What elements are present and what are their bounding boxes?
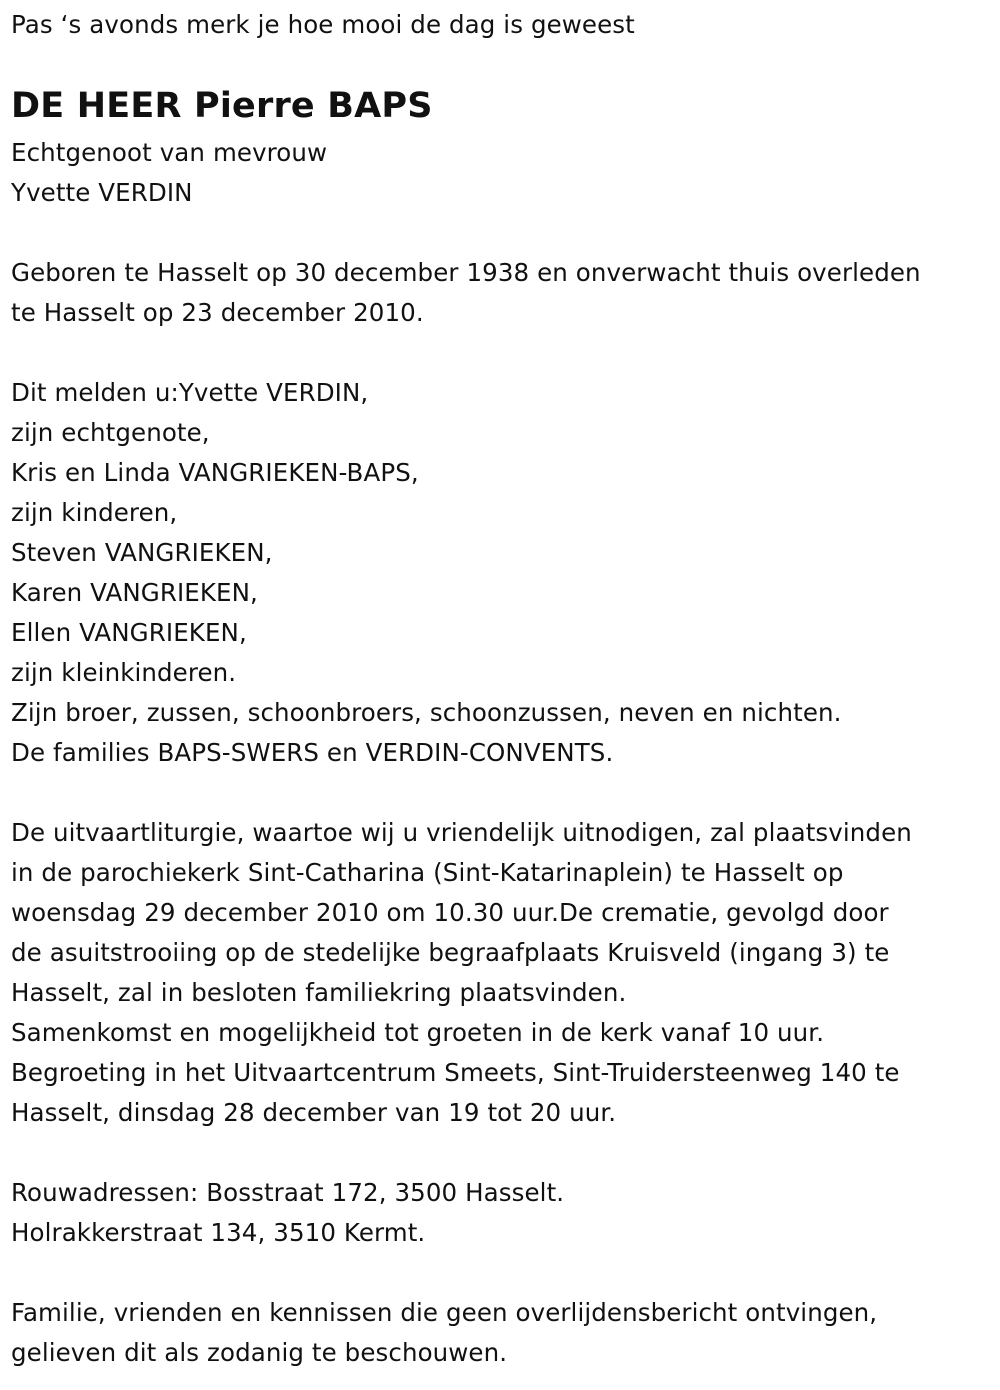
funeral-line: Hasselt, dinsdag 28 december van 19 tot 20 uur. bbox=[11, 1098, 617, 1127]
announced-by-section bbox=[11, 373, 842, 773]
announced-by-line: Kris en Linda VANGRIEKEN-BAPS, bbox=[11, 458, 419, 487]
funeral-section bbox=[11, 813, 912, 1133]
funeral-line: woensdag 29 december 2010 om 10.30 uur.De crematie, gevolgd door bbox=[11, 898, 889, 927]
funeral-line: Begroeting in het Uitvaartcentrum Smeets, Sint-Truidersteenweg 140 te bbox=[11, 1058, 900, 1087]
announced-by-line: zijn echtgenote, bbox=[11, 418, 210, 447]
closing-line: gelieven dit als zodanig te beschouwen. bbox=[11, 1338, 508, 1367]
announced-by-line: Ellen VANGRIEKEN, bbox=[11, 618, 247, 647]
spouse-line: Echtgenoot van mevrouw bbox=[11, 138, 328, 167]
birth-death-section bbox=[11, 253, 921, 333]
announced-by-line: Dit melden u:Yvette VERDIN, bbox=[11, 378, 369, 407]
announced-by-line: zijn kinderen, bbox=[11, 498, 178, 527]
announced-by-line: Steven VANGRIEKEN, bbox=[11, 538, 273, 567]
address-line: Rouwadressen: Bosstraat 172, 3500 Hasselt. bbox=[11, 1178, 565, 1207]
birth-death-line: te Hasselt op 23 december 2010. bbox=[11, 298, 424, 327]
announced-by-line: Karen VANGRIEKEN, bbox=[11, 578, 258, 607]
funeral-line: De uitvaartliturgie, waartoe wij u vriendelijk uitnodigen, zal plaatsvinden bbox=[11, 818, 912, 847]
address-line: Holrakkerstraat 134, 3510 Kermt. bbox=[11, 1218, 426, 1247]
funeral-line: de asuitstrooiing op de stedelijke begraafplaats Kruisveld (ingang 3) te bbox=[11, 938, 890, 967]
birth-death-line: Geboren te Hasselt op 30 december 1938 en onverwacht thuis overleden bbox=[11, 258, 921, 287]
closing-line: Familie, vrienden en kennissen die geen overlijdensbericht ontvingen, bbox=[11, 1298, 878, 1327]
spouse-section bbox=[11, 133, 327, 213]
closing-section bbox=[11, 1293, 877, 1373]
funeral-line: Samenkomst en mogelijkheid tot groeten in de kerk vanaf 10 uur. bbox=[11, 1018, 825, 1047]
announced-by-line: Zijn broer, zussen, schoonbroers, schoonzussen, neven en nichten. bbox=[11, 698, 842, 727]
address-section bbox=[11, 1173, 564, 1253]
funeral-line: in de parochiekerk Sint-Catharina (Sint-Katarinaplein) te Hasselt op bbox=[11, 858, 844, 887]
motto-line: Pas ‘s avonds merk je hoe mooi de dag is geweest bbox=[11, 10, 635, 39]
announced-by-line: zijn kleinkinderen. bbox=[11, 658, 237, 687]
spouse-line: Yvette VERDIN bbox=[11, 178, 193, 207]
deceased-name: DE HEER Pierre BAPS bbox=[11, 86, 433, 126]
funeral-line: Hasselt, zal in besloten familiekring plaatsvinden. bbox=[11, 978, 627, 1007]
announced-by-line: De families BAPS-SWERS en VERDIN-CONVENTS. bbox=[11, 738, 614, 767]
